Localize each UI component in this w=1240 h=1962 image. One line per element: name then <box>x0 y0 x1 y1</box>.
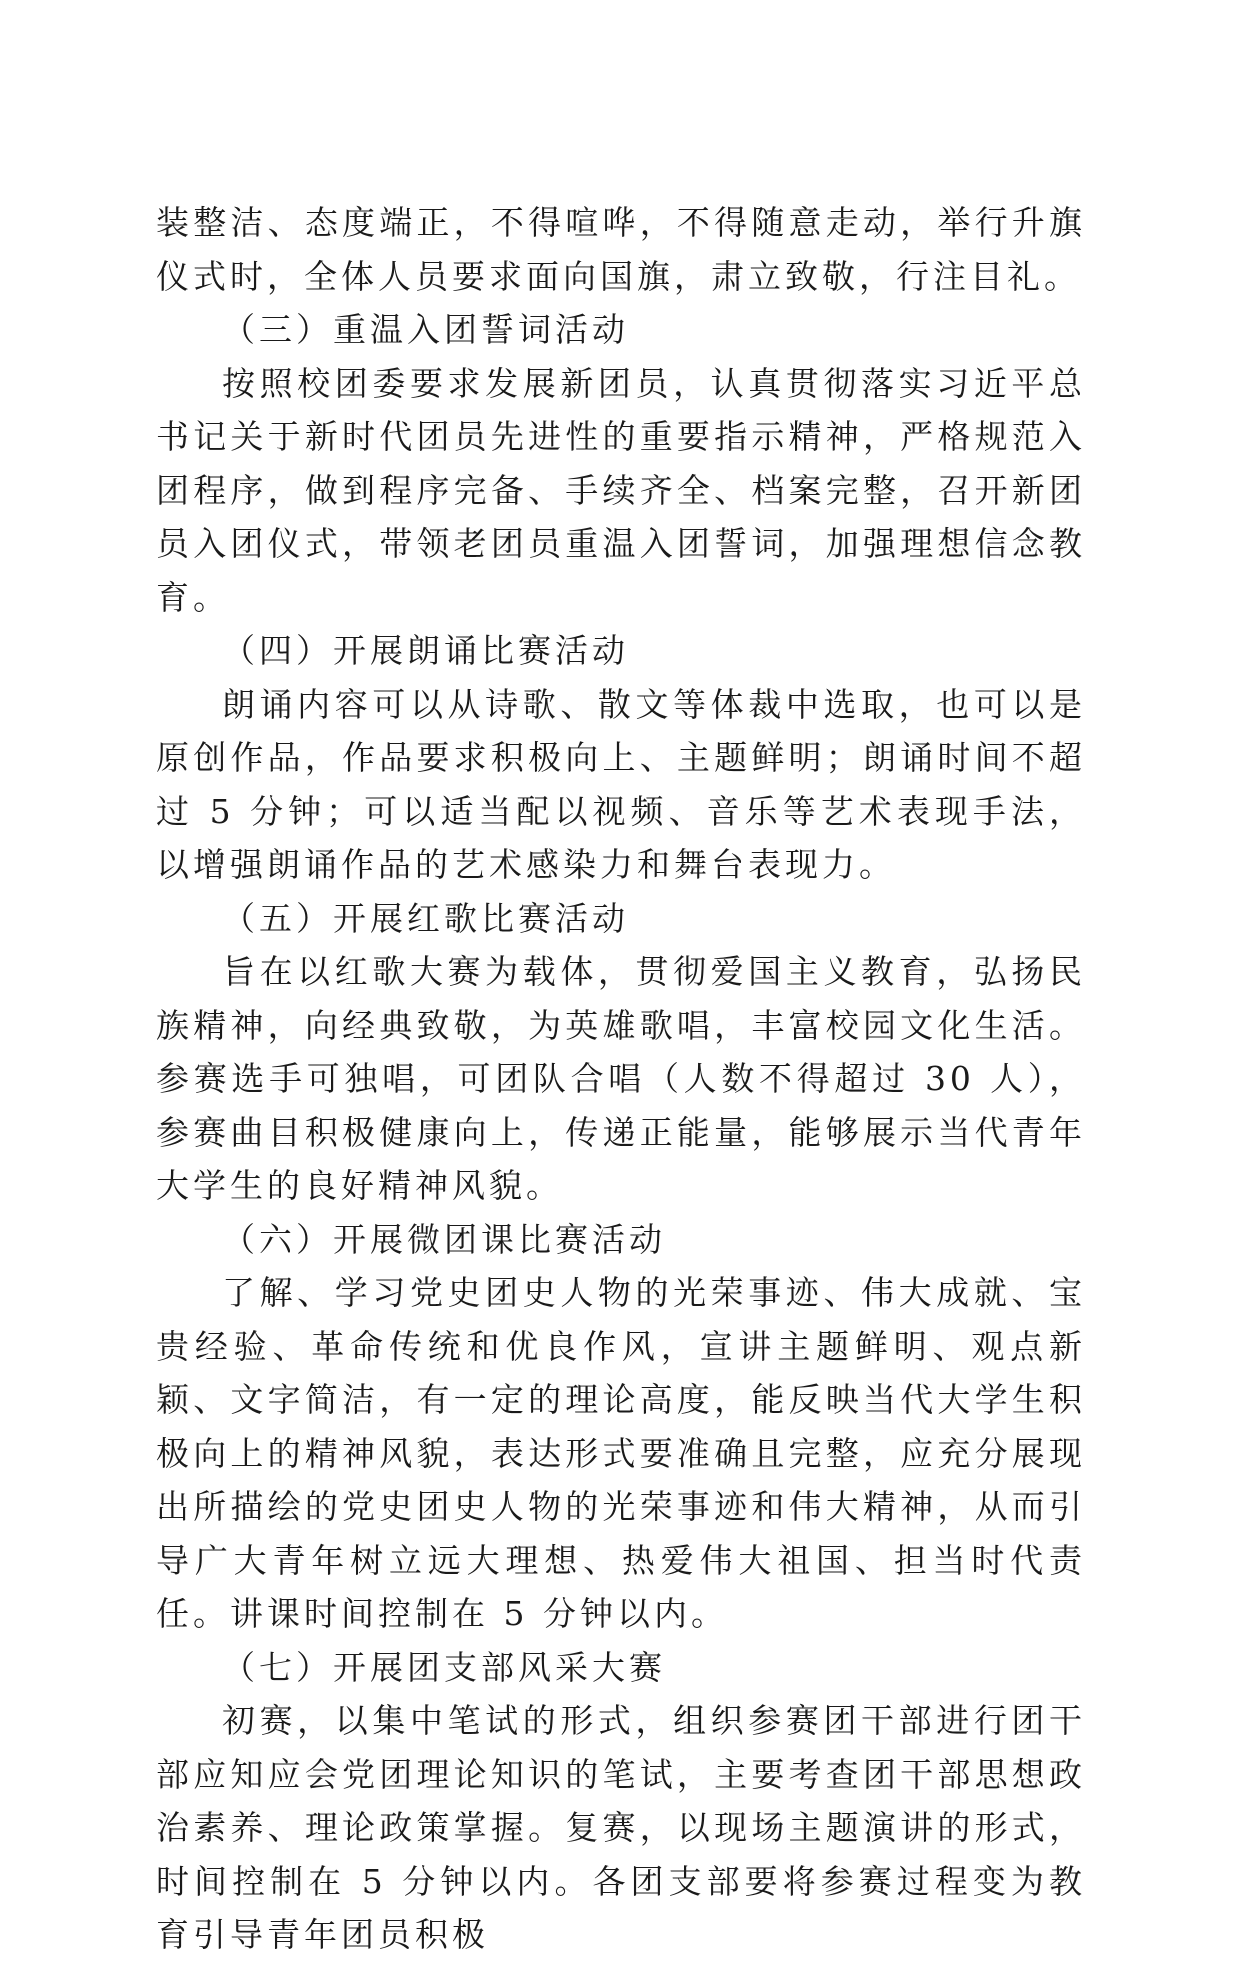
section-heading-5: （五）开展红歌比赛活动 <box>222 898 629 938</box>
paragraph-section-7: 初赛，以集中笔试的形式，组织参赛团干部进行团干部应知应会党团理论知识的笔试，主要考查团干部思想政治素养、理论政策掌握。复赛，以现场主题演讲的形式，时间控制在 5 分钟以内。各团支部要将参赛过程变为教育引导青年团员积极 <box>156 1701 1086 1954</box>
section-heading-3: （三）重温入团誓词活动 <box>222 310 629 349</box>
document-body <box>156 196 1086 1962</box>
paragraph-section-5: 旨在以红歌大赛为载体，贯彻爱国主义教育，弘扬民族精神，向经典致敬，为英雄歌唱，丰富校园文化生活。参赛选手可独唱，可团队合唱（人数不得超过 30 人），参赛曲目积极健康向上，传递正能量，能够展示当代青年大学生的良好精神风貌。 <box>156 952 1086 1205</box>
paragraph-section-4: 朗诵内容可以从诗歌、散文等体裁中选取，也可以是原创作品，作品要求积极向上、主题鲜明；朗诵时间不超过 5 分钟；可以适当配以视频、音乐等艺术表现手法，以增强朗诵作品的艺术感染力和舞台表现力。 <box>156 684 1086 884</box>
section-heading-6: （六）开展微团课比赛活动 <box>222 1219 666 1259</box>
paragraph-continued: 装整洁、态度端正，不得喧哗，不得随意走动，举行升旗仪式时，全体人员要求面向国旗，肃立致敬，行注目礼。 <box>156 203 1086 296</box>
section-heading-4: （四）开展朗诵比赛活动 <box>222 631 629 670</box>
paragraph-section-3: 按照校团委要求发展新团员，认真贯彻落实习近平总书记关于新时代团员先进性的重要指示精神，严格规范入团程序，做到程序完备、手续齐全、档案完整，召开新团员入团仪式，带领老团员重温入团誓词，加强理想信念教育。 <box>156 363 1086 617</box>
paragraph-section-6: 了解、学习党史团史人物的光荣事迹、伟大成就、宝贵经验、革命传统和优良作风，宣讲主题鲜明、观点新颖、文字简洁，有一定的理论高度，能反映当代大学生积极向上的精神风貌，表达形式要准确且完整，应充分展现出所描绘的党史团史人物的光荣事迹和伟大精神，从而引导广大青年树立远大理想、热爱伟大祖国、担当时代责任。讲课时间控制在 5 分钟以内。 <box>156 1273 1086 1633</box>
section-heading-7: （七）开展团支部风采大赛 <box>222 1647 666 1687</box>
